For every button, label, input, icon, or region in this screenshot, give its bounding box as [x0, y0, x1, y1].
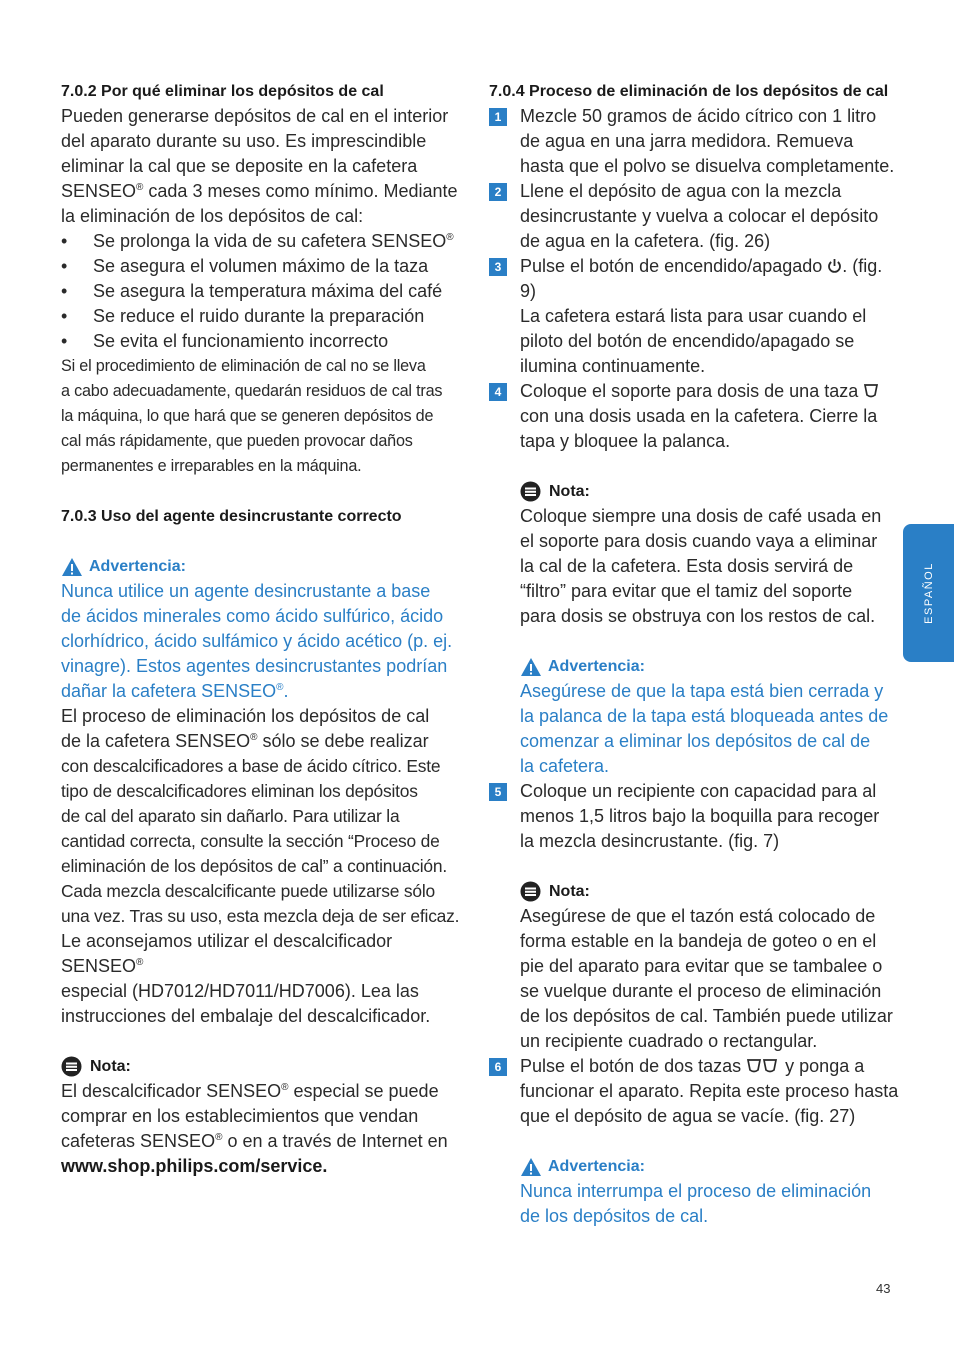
step-3: 3 Pulse el botón de encendido/apagado . (fig. 9) La cafetera estará lista para usar cuando el piloto del botón de encendido/apagado se ilumina continuamente. — [489, 254, 899, 379]
note-text: Coloque siempre una dosis de café usada en el soporte para dosis cuando vaya a eliminar la cal de la cafetera. Esta dosis servirá de “filtro” para evitar que el tamiz del soporte para dosis se obstruya con los restos de cal. — [520, 506, 882, 626]
note-heading: Nota: — [489, 879, 899, 904]
page-number: 43 — [876, 1281, 891, 1296]
step-2: 2 Llene el depósito de agua con la mezcla desincrustante y vuelva a colocar el depósito de agua en la cafetera. (fig. 26) — [489, 179, 899, 254]
step-1: 1 Mezcle 50 gramos de ácido cítrico con 1 litro de agua en una jarra medidora. Remueva hasta que el polvo se disuelva completamente. — [489, 104, 899, 179]
note-text: El descalcificador SENSEO® especial se puede comprar en los establecimientos que vendan cafeteras SENSEO® o en a través de Internet en www.shop.philips.com/service. — [61, 1081, 448, 1176]
step-6: 6 Pulse el botón de dos tazas y ponga a funcionar el aparato. Repita este proceso hasta que el depósito de agua se vacíe. (fig. 27) — [489, 1054, 899, 1129]
list-item: • Se asegura el volumen máximo de la taza — [61, 256, 429, 276]
language-tab: ESPAÑOL — [903, 524, 954, 662]
note-icon — [61, 1056, 82, 1077]
warning-heading: Advertencia: — [61, 554, 471, 579]
note-heading: Nota: — [489, 479, 899, 504]
note-text: Asegúrese de que el tazón está colocado de forma estable en la bandeja de goteo o en el pie del aparato para evitar que se tambalee o se vuelque durante el proceso de eliminación de los depósitos de cal. También puede utilizar un recipiente cuadrado o rectangular. — [520, 906, 893, 1051]
step-number: 4 — [489, 383, 507, 401]
section-title-7-0-4: 7.0.4 Proceso de eliminación de los depósitos de cal — [489, 83, 889, 100]
step-5: 5 Coloque un recipiente con capacidad para al menos 1,5 litros bajo la boquilla para recoger la mezcla desincrustante. (fig. 7) — [489, 779, 899, 854]
step-number: 3 — [489, 258, 507, 276]
right-column — [489, 79, 899, 1229]
warning-icon — [520, 657, 542, 677]
warning-text: Asegúrese de que la tapa está bien cerrada y la palanca de la tapa está bloqueada antes de comenzar a eliminar los depósitos de cal de la cafetera. — [520, 681, 889, 776]
list-item: • Se reduce el ruido durante la preparación — [61, 306, 425, 326]
list-item: • Se prolonga la vida de su cafetera SENSEO® — [61, 231, 454, 251]
section-title-7-0-2: 7.0.2 Por qué eliminar los depósitos de cal — [61, 83, 384, 100]
warning-heading: Advertencia: — [489, 1154, 899, 1179]
s702-intro: Pueden generarse depósitos de cal en el interior del aparato durante su uso. Es imprescindible eliminar la cal que se deposite en la cafetera SENSEO® cada 3 meses como mínimo. Mediante la eliminación de los depósitos de cal: — [61, 106, 458, 226]
list-item: • Se evita el funcionamiento incorrecto — [61, 331, 389, 351]
two-cups-icon — [746, 1058, 780, 1074]
step-number: 2 — [489, 183, 507, 201]
step-number: 1 — [489, 108, 507, 126]
power-icon — [827, 258, 842, 274]
warning-text: Nunca utilice un agente desincrustante a base de ácidos minerales como ácido sulfúrico, ácido clorhídrico, ácido sulfámico y ácido acético (p. ej. vinagre). Estos agentes desincrustantes podrían dañar la cafetera SENSEO®. — [61, 581, 453, 701]
philips-shop-link[interactable]: www.shop.philips.com/service. — [61, 1156, 328, 1176]
note-icon — [520, 881, 541, 902]
warning-heading: Advertencia: — [489, 654, 899, 679]
warning-text: Nunca interrumpa el proceso de eliminación de los depósitos de cal. — [520, 1181, 872, 1226]
left-column — [61, 79, 471, 1179]
s702-outro: Si el procedimiento de eliminación de cal no se lleva a cabo adecuadamente, quedarán residuos de cal tras la máquina, lo que hará que se generen depósitos de cal más rápidamente, que pueden provocar daños permanentes e irreparables en la máquina. — [61, 357, 443, 475]
warning-icon — [520, 1157, 542, 1177]
note-heading: Nota: — [61, 1054, 471, 1079]
one-cup-icon — [863, 383, 879, 399]
warning-icon — [61, 557, 83, 577]
s703-body: El proceso de eliminación los depósitos de cal de la cafetera SENSEO® sólo se debe realizar con descalcificadores a base de ácido cítrico. Este tipo de descalcificadores eliminan los depósitos de cal del aparato sin dañarlo. Para utilizar la cantidad correcta, consulte la sección “Proceso de eliminación de los depósitos de cal” a continuación. Cada mezcla descalcificante puede utilizarse sólo una vez. Tras su uso, esta mezcla deja de ser eficaz. Le aconsejamos utilizar el descalcificador SENSEO® especial (HD7012/HD7011/HD7006). Lea las instrucciones del embalaje del descalcificador. — [61, 706, 460, 1026]
section-title-7-0-3: 7.0.3 Uso del agente desincrustante correcto — [61, 508, 402, 525]
list-item: • Se asegura la temperatura máxima del café — [61, 281, 443, 301]
note-icon — [520, 481, 541, 502]
step-number: 6 — [489, 1058, 507, 1076]
benefits-list — [61, 229, 471, 354]
step-4: 4 Coloque el soporte para dosis de una taza con una dosis usada en la cafetera. Cierre la tapa y bloquee la palanca. — [489, 379, 899, 454]
step-number: 5 — [489, 783, 507, 801]
